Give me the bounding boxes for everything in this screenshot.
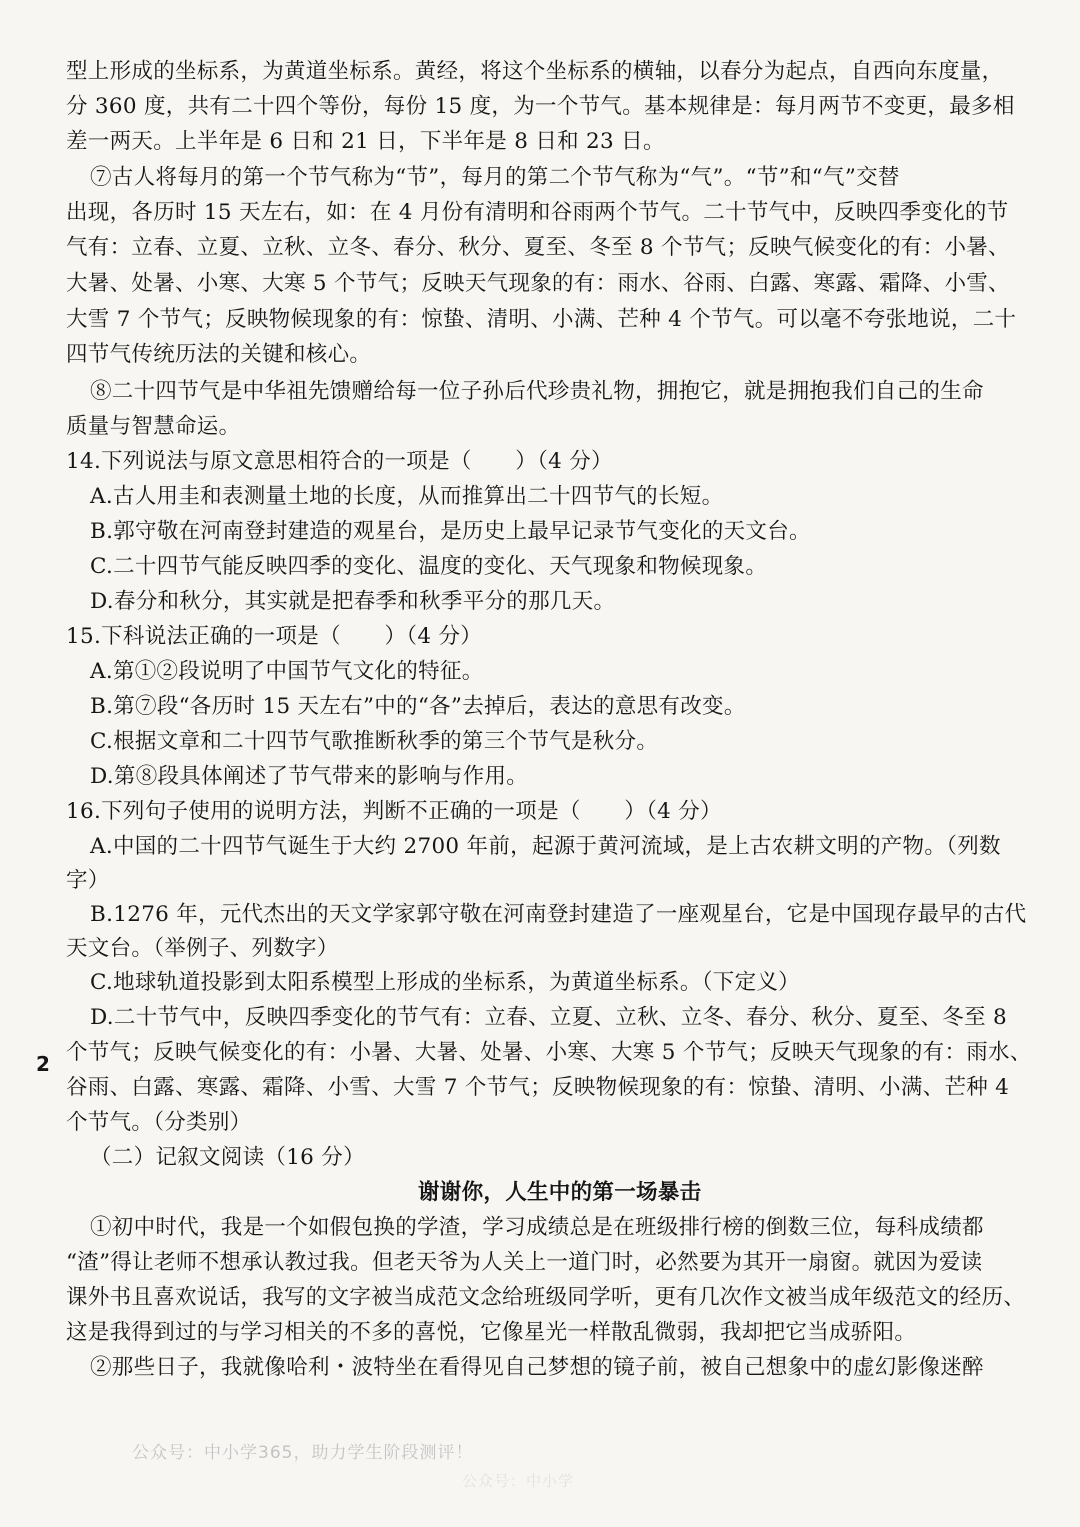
text-line: 字） (66, 868, 110, 893)
text-line: 大暑、处暑、小寒、大寒 5 个节气；反映天气现象的有：雨水、谷雨、白露、寒露、霜降、小雪、 (66, 271, 1010, 296)
text-line: 分 360 度，共有二十四个等份，每份 15 度，为一个节气。基本规律是：每月两节不变更，最多相 (66, 94, 1015, 119)
option-a: A.中国的二十四节气诞生于大约 2700 年前，起源于黄河流域，是上古农耕文明的产物。（列数 (90, 834, 1001, 859)
text-line: 天文台。（举例子、列数字） (66, 936, 339, 961)
option-b: B.郭守敬在河南登封建造的观星台，是历史上最早记录节气变化的天文台。 (90, 519, 811, 544)
text-line: “渣”得让老师不想承认教过我。但老天爷为人关上一道门时，必然要为其开一扇窗。就因为爱读 (66, 1250, 983, 1275)
option-b: B.1276 年，元代杰出的天文学家郭守敬在河南登封建造了一座观星台，它是中国现存最早的古代 (90, 902, 1027, 927)
option-a: A.第①②段说明了中国节气文化的特征。 (90, 659, 484, 684)
option-c: C.二十四节气能反映四季的变化、温度的变化、天气现象和物候现象。 (90, 554, 768, 579)
text-line: ⑧二十四节气是中华祖先馈赠给每一位子孙后代珍贵礼物，拥抱它，就是拥抱我们自己的生命 (90, 379, 984, 404)
text-line: 谷雨、白露、寒露、霜降、小雪、大雪 7 个节气；反映物候现象的有：惊蛰、清明、小满、芒种 4 (66, 1075, 1010, 1100)
watermark-faint: 公众号：中小学 (462, 1472, 575, 1490)
text-line: 大雪 7 个节气；反映物候现象的有：惊蛰、清明、小满、芒种 4 个节气。可以毫不夸张地说，二十 (66, 307, 1017, 332)
option-b: B.第⑦段“各历时 15 天左右”中的“各”去掉后，表达的意思有改变。 (90, 694, 746, 719)
text-line: 型上形成的坐标系，为黄道坐标系。黄经，将这个坐标系的横轴，以春分为起点，自西向东度量， (66, 59, 1004, 84)
text-line: 这是我得到过的与学习相关的不多的喜悦，它像星光一样散乱微弱，我却把它当成骄阳。 (66, 1320, 917, 1345)
option-d: D.二十节气中，反映四季变化的节气有：立春、立夏、立秋、立冬、春分、秋分、夏至、冬至 8 (90, 1005, 1008, 1030)
option-c: C.地球轨道投影到太阳系模型上形成的坐标系，为黄道坐标系。（下定义） (90, 970, 800, 995)
question-15: 15.下科说法正确的一项是（ ）（4 分） (66, 624, 483, 649)
question-16: 16.下列句子使用的说明方法，判断不正确的一项是（ ）（4 分） (66, 799, 722, 824)
option-a: A.古人用圭和表测量土地的长度，从而推算出二十四节气的长短。 (90, 484, 724, 509)
text-line: ②那些日子，我就像哈利・波特坐在看得见自己梦想的镜子前，被自己想象中的虚幻影像迷醉 (90, 1355, 984, 1380)
text-line: 质量与智慧命运。 (66, 414, 241, 439)
option-d: D.春分和秋分，其实就是把春季和秋季平分的那几天。 (90, 589, 616, 614)
text-line: 四节气传统历法的关键和核心。 (66, 342, 372, 367)
article-title: 谢谢你，人生中的第一场暴击 (418, 1180, 702, 1205)
text-line: 出现，各历时 15 天左右，如：在 4 月份有清明和谷雨两个节气。二十节气中，反映四季变化的节 (66, 200, 1009, 225)
watermark: 公众号：中小学365，助力学生阶段测评！ (132, 1443, 474, 1463)
text-line: 气有：立春、立夏、立秋、立冬、春分、秋分、夏至、冬至 8 个节气；反映气候变化的有：小暑、 (66, 235, 1010, 260)
section-heading: （二）记叙文阅读（16 分） (90, 1145, 365, 1170)
option-c: C.根据文章和二十四节气歌推断秋季的第三个节气是秋分。 (90, 729, 659, 754)
text-line: 课外书且喜欢说话，我写的文字被当成范文念给班级同学听，更有几次作文被当成年级范文的经历、 (66, 1285, 1026, 1310)
text-line: ①初中时代，我是一个如假包换的学渣，学习成绩总是在班级排行榜的倒数三位，每科成绩都 (90, 1215, 984, 1240)
text-line: 个节气。（分类别） (66, 1110, 252, 1135)
option-d: D.第⑧段具体阐述了节气带来的影响与作用。 (90, 764, 529, 789)
text-line: 个节气；反映气候变化的有：小暑、大暑、处暑、小寒、大寒 5 个节气；反映天气现象的有：雨水、 (66, 1040, 1032, 1065)
text-line: ⑦古人将每月的第一个节气称为“节”，每月的第二个节气称为“气”。“节”和“气”交替 (90, 165, 900, 190)
question-14: 14.下列说法与原文意思相符合的一项是（ ）（4 分） (66, 449, 613, 474)
text-line: 差一两天。上半年是 6 日和 21 日，下半年是 8 日和 23 日。 (66, 129, 665, 154)
page-number: 2 (36, 1052, 50, 1076)
